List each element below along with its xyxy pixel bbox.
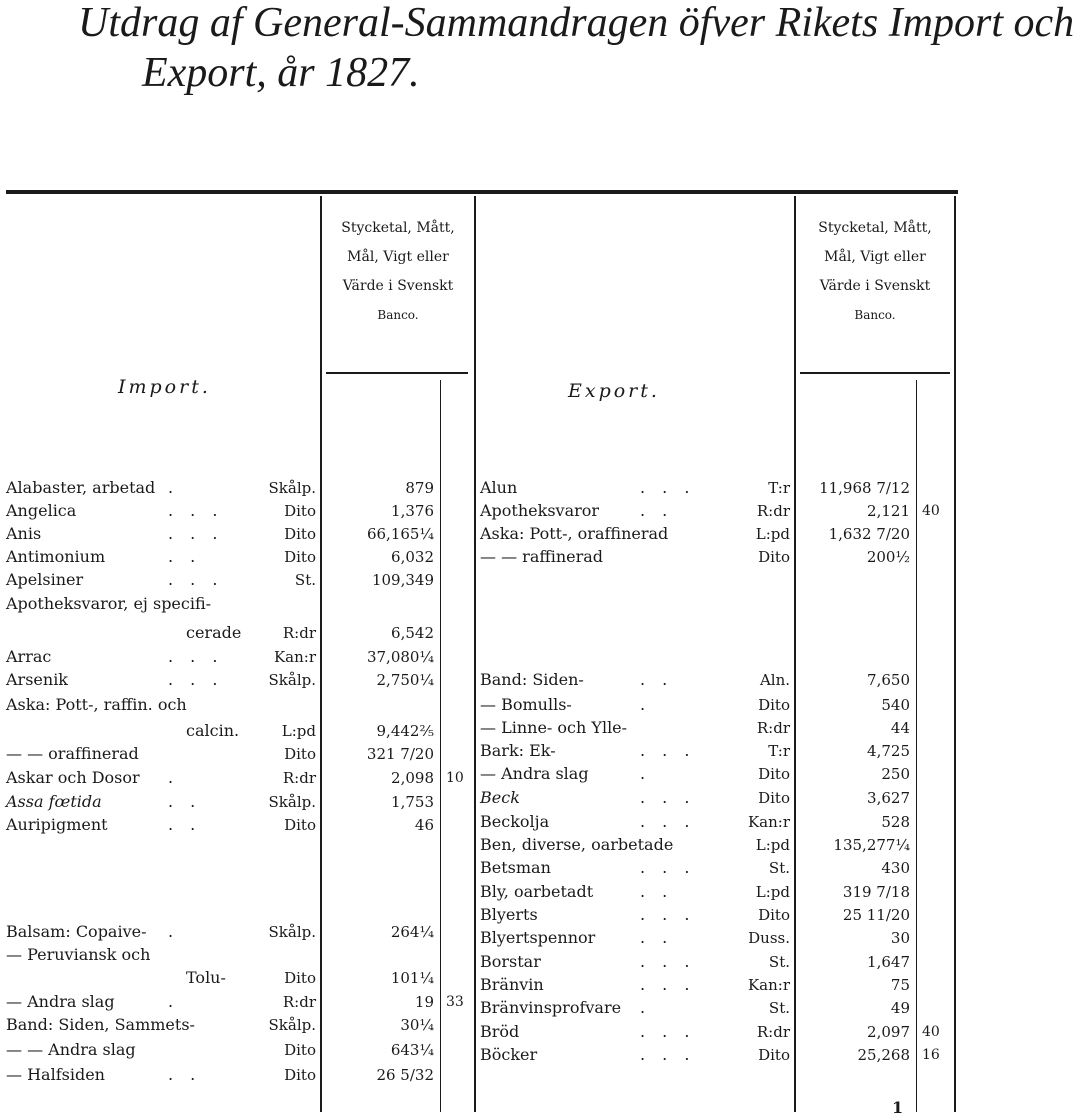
import-row-value: 2,098 (391, 769, 434, 787)
export-row-label: Blyertspennor (480, 928, 596, 947)
import-row-unit: Skålp. (268, 479, 316, 497)
import-row-label: Arrac (6, 647, 52, 666)
export-row-leader: . (640, 764, 652, 783)
export-row-value: 44 (890, 719, 910, 737)
import-row-value: 879 (405, 479, 434, 497)
import-row-value: 6,032 (391, 548, 434, 566)
export-row-unit: Dito (758, 906, 790, 924)
export-row-value: 250 (881, 765, 910, 783)
export-row-unit: L:pd (755, 525, 790, 543)
import-row-label: Arsenik (6, 670, 68, 689)
page-title: Utdrag af General-Sammandragen öfver Rikets Import och (78, 0, 1074, 46)
import-row-value: 66,165¼ (366, 525, 434, 543)
export-row-value: 4,725 (867, 742, 910, 760)
import-row-note: 10 (446, 770, 464, 786)
export-row-leader: . . . (640, 858, 696, 877)
import-row-leader: . . . (168, 670, 224, 689)
export-row-leader: . . . (640, 1045, 696, 1064)
export-row-leader: . . . (640, 952, 696, 971)
import-row-label: Apotheksvaror, ej specifi- (6, 594, 212, 613)
export-row-value: 3,627 (867, 789, 910, 807)
import-row-unit: Dito (284, 1041, 316, 1059)
import-row-value: 101¼ (390, 969, 434, 987)
import-row-value: 2,750¼ (376, 671, 434, 689)
export-row-label: Bränvinsprofvare (480, 998, 622, 1017)
import-row-leader: . . . (168, 524, 224, 543)
import-row-value: 109,349 (371, 571, 434, 589)
export-column-header: Stycketal, Mått, Mål, Vigt eller Värde i Svenskt Banco. (818, 220, 932, 322)
export-row-unit: Aln. (759, 671, 790, 689)
import-row-unit: St. (294, 571, 316, 589)
export-row-value: 528 (881, 813, 910, 831)
import-row-unit: Dito (284, 1066, 316, 1084)
import-row-label: Alabaster, arbetad (6, 478, 156, 497)
export-row-unit: T:r (768, 479, 790, 497)
export-row-leader: . . (640, 501, 674, 520)
export-row-leader: . . (640, 882, 674, 901)
export-row-unit: St. (768, 953, 790, 971)
import-row-unit: Kan:r (273, 648, 316, 666)
export-row-leader: . (640, 695, 652, 714)
export-row-leader: . . (640, 670, 674, 689)
export-row-leader: . . . (640, 905, 696, 924)
export-row-value: 200½ (866, 548, 910, 566)
export-row-label: Beckolja (480, 812, 550, 831)
import-row-unit: R:dr (282, 624, 316, 642)
export-row-unit: Dito (758, 696, 790, 714)
import-row-leader: . (168, 478, 180, 497)
export-row-leader: . . . (640, 478, 696, 497)
export-row-label: — — raffinerad (480, 547, 604, 566)
import-row-note: 33 (446, 994, 464, 1010)
export-row-unit: R:dr (756, 1023, 790, 1041)
import-row-value: 321 7/20 (366, 745, 434, 763)
import-row-leader: . (168, 922, 180, 941)
import-row-value: 30¼ (400, 1016, 434, 1034)
export-row-label: Alun (480, 478, 518, 497)
import-row-unit: Dito (284, 816, 316, 834)
import-row-label: Antimonium (6, 547, 106, 566)
import-row-unit: Skålp. (268, 1016, 316, 1034)
import-row-value: 19 (414, 993, 434, 1011)
import-row-value: 643¼ (390, 1041, 434, 1059)
page-number: 1 (892, 1098, 904, 1117)
export-row-label: Bränvin (480, 975, 544, 994)
export-row-value: 11,968 7/12 (819, 479, 910, 497)
export-row-label: Betsman (480, 858, 551, 877)
export-row-value: 49 (890, 999, 910, 1017)
import-row-unit: Dito (284, 969, 316, 987)
export-row-unit: Kan:r (747, 976, 790, 994)
import-row-leader: . . . (168, 647, 224, 666)
export-row-value: 2,097 (867, 1023, 910, 1041)
import-row-label: Balsam: Copaive- (6, 922, 147, 941)
column-divider (954, 196, 956, 1112)
export-row-label: — Bomulls- (480, 695, 572, 714)
export-row-unit: T:r (768, 742, 790, 760)
header-underline (800, 372, 950, 374)
import-row-unit: Dito (284, 502, 316, 520)
import-row-label: Assa fœtida (6, 792, 102, 811)
export-row-label: Aska: Pott-, orafﬁnerad (480, 524, 669, 543)
export-row-label: Borstar (480, 952, 541, 971)
import-heading: Import. (118, 376, 211, 398)
export-row-leader: . . . (640, 812, 696, 831)
export-row-label: Bly, oarbetadt (480, 882, 594, 901)
export-row-value: 1,647 (867, 953, 910, 971)
import-row-label: Anis (6, 524, 42, 543)
import-row-label: — Peruviansk och (6, 945, 151, 964)
import-row-unit: Skålp. (268, 671, 316, 689)
import-row-label: Tolu- (186, 968, 226, 987)
import-row-leader: . (168, 992, 180, 1011)
import-row-label: calcin. (186, 721, 240, 740)
export-row-unit: Dito (758, 1046, 790, 1064)
import-row-value: 264¼ (390, 923, 434, 941)
export-row-value: 25 11/20 (842, 906, 910, 924)
export-row-value: 540 (881, 696, 910, 714)
import-row-unit: Skålp. (268, 923, 316, 941)
import-row-label: Auripigment (6, 815, 108, 834)
import-row-label: — — Andra slag (6, 1040, 136, 1059)
export-row-value: 75 (890, 976, 910, 994)
import-row-label: Aska: Pott-, raffin. och (6, 695, 187, 714)
import-row-value: 1,376 (391, 502, 434, 520)
column-divider (794, 196, 796, 1112)
export-row-value: 7,650 (867, 671, 910, 689)
import-row-unit: Dito (284, 745, 316, 763)
export-row-note: 40 (922, 503, 940, 519)
import-row-label: Angelica (6, 501, 77, 520)
import-row-label: Band: Siden, Sammets- (6, 1015, 195, 1034)
export-row-value: 1,632 7/20 (828, 525, 910, 543)
import-row-unit: R:dr (282, 993, 316, 1011)
export-row-unit: Dito (758, 789, 790, 807)
export-row-label: Bröd (480, 1022, 520, 1041)
export-row-unit: St. (768, 999, 790, 1017)
export-row-unit: R:dr (756, 719, 790, 737)
import-row-value: 9,442⅖ (376, 722, 434, 740)
export-row-leader: . . . (640, 975, 696, 994)
header-underline (326, 372, 468, 374)
import-row-leader: . . . (168, 570, 224, 589)
import-row-value: 46 (414, 816, 434, 834)
export-row-label: — Andra slag (480, 764, 589, 783)
export-row-leader: . . . (640, 1022, 696, 1041)
import-row-label: Askar och Dosor (6, 768, 140, 787)
export-row-unit: Dito (758, 548, 790, 566)
import-row-leader: . . (168, 547, 202, 566)
export-row-note: 16 (922, 1047, 940, 1063)
import-row-unit: Dito (284, 548, 316, 566)
import-row-leader: . . (168, 815, 202, 834)
import-row-leader: . (168, 768, 180, 787)
export-row-label: — Linne- och Ylle- (480, 718, 628, 737)
export-row-value: 30 (890, 929, 910, 947)
column-divider (474, 196, 476, 1112)
note-divider (916, 380, 917, 1112)
export-row-note: 40 (922, 1024, 940, 1040)
column-divider (320, 196, 322, 1112)
import-row-unit: R:dr (282, 769, 316, 787)
import-row-leader: . . (168, 1065, 202, 1084)
export-row-unit: L:pd (755, 836, 790, 854)
export-row-label: Apotheksvaror (480, 501, 600, 520)
export-row-value: 319 7/18 (842, 883, 910, 901)
import-row-label: — Halfsiden (6, 1065, 105, 1084)
import-row-unit: Skålp. (268, 793, 316, 811)
export-row-value: 135,277¼ (833, 836, 910, 854)
export-row-unit: Duss. (748, 929, 790, 947)
export-row-leader: . . . (640, 741, 696, 760)
export-row-leader: . . . (640, 788, 696, 807)
export-row-unit: Kan:r (747, 813, 790, 831)
export-row-label: Bark: Ek- (480, 741, 556, 760)
import-row-value: 1,753 (391, 793, 434, 811)
export-row-label: Blyerts (480, 905, 538, 924)
import-row-label: — Andra slag (6, 992, 115, 1011)
import-row-label: cerade (186, 623, 242, 642)
import-row-leader: . . . (168, 501, 224, 520)
export-row-label: Böcker (480, 1045, 538, 1064)
import-row-value: 26 5/32 (376, 1066, 434, 1084)
export-row-unit: L:pd (755, 883, 790, 901)
export-row-label: Band: Siden- (480, 670, 584, 689)
import-row-value: 6,542 (391, 624, 434, 642)
import-column-header: Stycketal, Mått, Mål, Vigt eller Värde i Svenskt Banco. (341, 220, 455, 322)
export-row-unit: R:dr (756, 502, 790, 520)
note-divider (440, 380, 441, 1112)
export-row-value: 25,268 (857, 1046, 910, 1064)
export-row-value: 2,121 (867, 502, 910, 520)
export-row-leader: . (640, 998, 652, 1017)
import-row-label: Apelsiner (6, 570, 84, 589)
export-row-unit: St. (768, 859, 790, 877)
export-row-label: Ben, diverse, oarbetade (480, 835, 674, 854)
export-row-label: Beck (480, 788, 520, 807)
export-row-unit: Dito (758, 765, 790, 783)
import-row-unit: L:pd (281, 722, 316, 740)
page-title-continued: Export, år 1827. (142, 50, 420, 96)
import-row-value: 37,080¼ (366, 648, 434, 666)
import-row-unit: Dito (284, 525, 316, 543)
top-rule (6, 190, 958, 194)
import-row-leader: . . (168, 792, 202, 811)
import-row-label: — — orafﬁnerad (6, 744, 139, 763)
export-row-leader: . . (640, 928, 674, 947)
export-row-value: 430 (881, 859, 910, 877)
export-heading: Export. (568, 380, 660, 402)
